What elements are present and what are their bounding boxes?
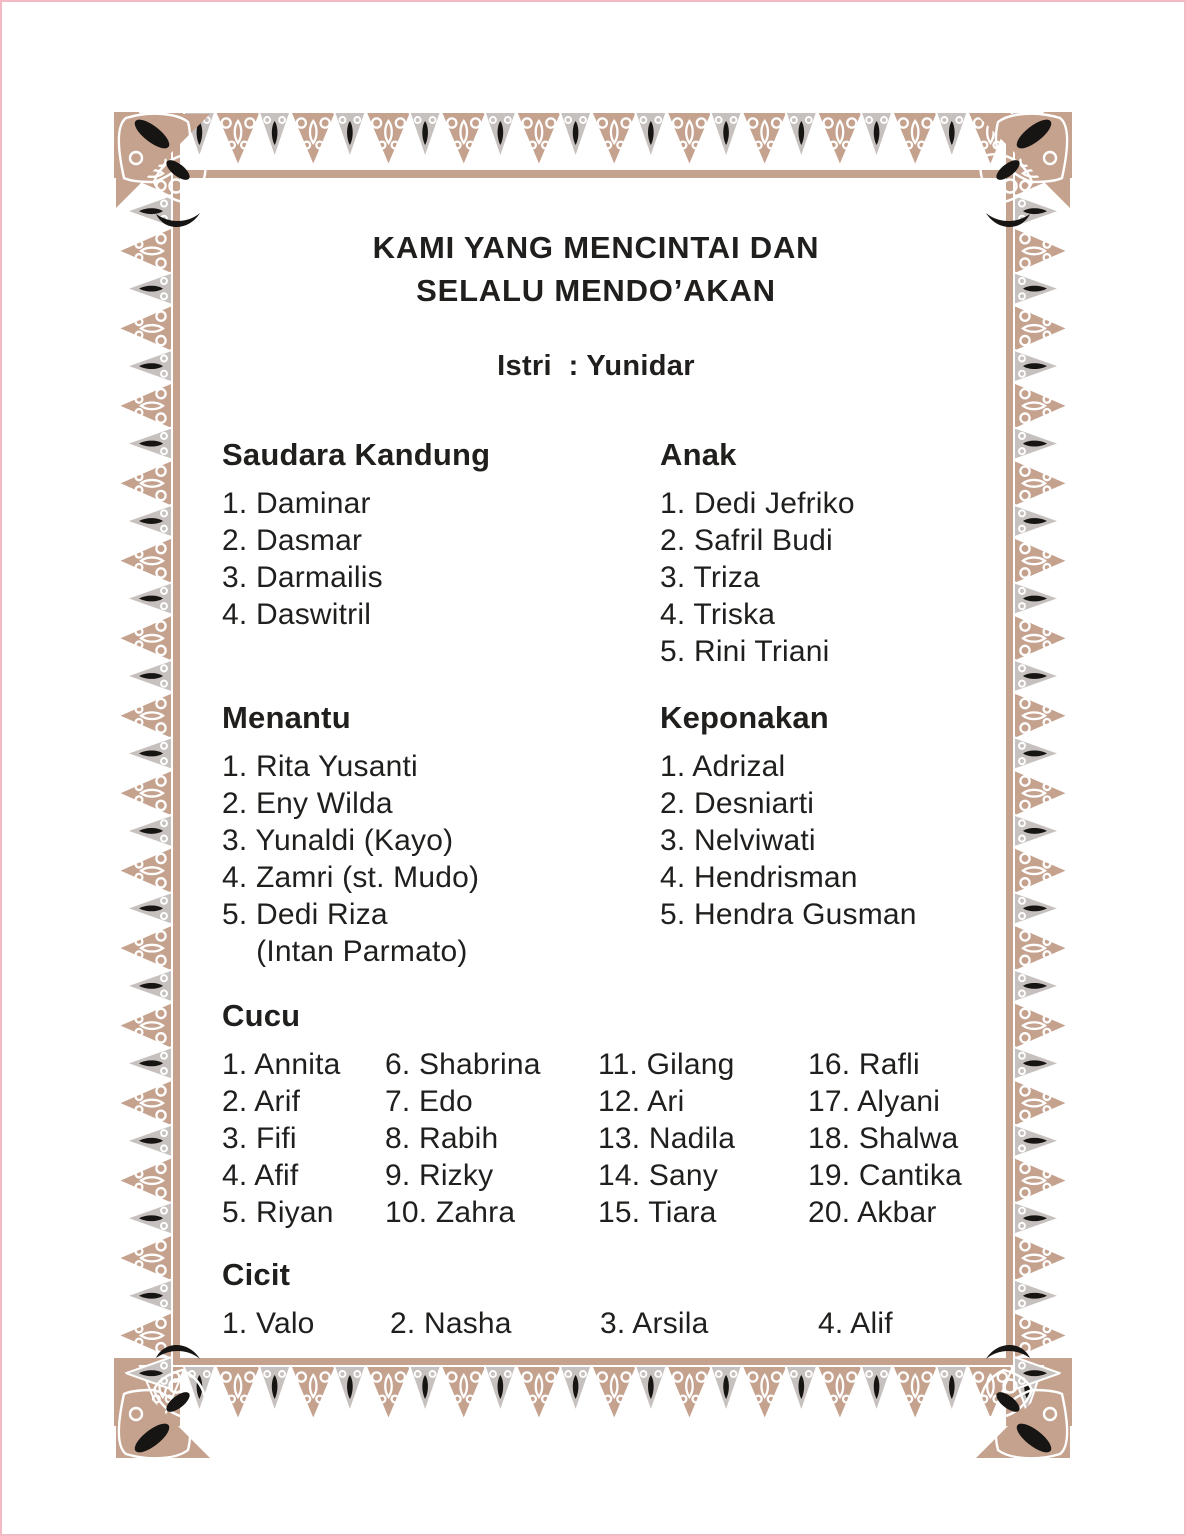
list-item: 1. Adrizal [660, 750, 786, 783]
list-item: 3. Nelviwati [660, 824, 816, 857]
list-item: 2. Arif [222, 1085, 301, 1118]
list-item: 18. Shalwa [808, 1122, 959, 1155]
list-item: (Intan Parmato) [222, 935, 468, 968]
family-row-1 [182, 437, 1010, 670]
page-title [182, 226, 1010, 312]
cicit-row [222, 1305, 1010, 1342]
list-item: 2. Safril Budi [660, 524, 833, 557]
list-item: 13. Nadila [598, 1122, 736, 1155]
list-item: 3. Triza [660, 561, 760, 594]
anak-list [660, 485, 1010, 670]
list-item: 2. Dasmar [222, 524, 363, 557]
list-item: 1. Dedi Jefriko [660, 487, 855, 520]
section-keponakan [660, 700, 1010, 970]
list-item: 10. Zahra [385, 1196, 516, 1229]
list-item: 1. Valo [222, 1307, 315, 1340]
keponakan-list [660, 748, 1010, 933]
list-item: 5. Riyan [222, 1196, 334, 1229]
title-line-2: SELALU MENDO’AKAN [416, 273, 776, 308]
section-saudara-kandung [222, 437, 660, 670]
card-content [182, 178, 1010, 1360]
section-anak [660, 437, 1010, 670]
section-title-anak: Anak [660, 437, 737, 472]
list-item: 4. Afif [222, 1159, 299, 1192]
menantu-list [222, 748, 660, 970]
list-item: 2. Eny Wilda [222, 787, 393, 820]
list-item: 8. Rabih [385, 1122, 499, 1155]
list-item: 2. Nasha [390, 1307, 512, 1340]
section-title-cicit: Cicit [222, 1257, 291, 1292]
list-item: 5. Rini Triani [660, 635, 830, 668]
list-item: 4. Daswitril [222, 598, 372, 631]
section-title-saudara-kandung: Saudara Kandung [222, 437, 491, 472]
section-title-keponakan: Keponakan [660, 700, 829, 735]
list-item: 3. Arsila [600, 1307, 709, 1340]
list-item: 19. Cantika [808, 1159, 962, 1192]
list-item: 1. Rita Yusanti [222, 750, 418, 783]
section-cicit [182, 1257, 1010, 1342]
list-item: 5. Dedi Riza [222, 898, 388, 931]
list-item: 7. Edo [385, 1085, 473, 1118]
cucu-grid [222, 1046, 1010, 1231]
list-item: 12. Ari [598, 1085, 685, 1118]
list-item: 16. Rafli [808, 1048, 920, 1081]
section-cucu [182, 998, 1010, 1231]
list-item: 4. Alif [818, 1307, 893, 1340]
list-item: 11. Gilang [598, 1048, 735, 1081]
list-item: 3. Yunaldi (Kayo) [222, 824, 454, 857]
cucu-column-2 [385, 1046, 598, 1231]
section-title-cucu: Cucu [222, 998, 301, 1033]
list-item: 5. Hendra Gusman [660, 898, 917, 931]
cucu-column-1 [222, 1046, 385, 1231]
family-row-2 [182, 700, 1010, 970]
list-item: 3. Darmailis [222, 561, 383, 594]
title-line-1: KAMI YANG MENCINTAI DAN [372, 230, 820, 265]
cucu-column-3 [598, 1046, 808, 1231]
list-item: 1. Annita [222, 1048, 341, 1081]
cucu-column-4 [808, 1046, 1010, 1231]
list-item: 1. Daminar [222, 487, 371, 520]
section-title-menantu: Menantu [222, 700, 351, 735]
list-item: 17. Alyani [808, 1085, 941, 1118]
list-item: 4. Zamri (st. Mudo) [222, 861, 480, 894]
list-item: 4. Hendrisman [660, 861, 858, 894]
section-menantu [222, 700, 660, 970]
list-item: 14. Sany [598, 1159, 719, 1192]
list-item: 3. Fifi [222, 1122, 297, 1155]
spouse-line: Istri : Yunidar [497, 350, 695, 382]
list-item: 15. Tiara [598, 1196, 717, 1229]
list-item: 4. Triska [660, 598, 776, 631]
list-item: 9. Rizky [385, 1159, 494, 1192]
list-item: 20. Akbar [808, 1196, 937, 1229]
saudara-kandung-list [222, 485, 660, 633]
list-item: 2. Desniarti [660, 787, 815, 820]
list-item: 6. Shabrina [385, 1048, 541, 1081]
